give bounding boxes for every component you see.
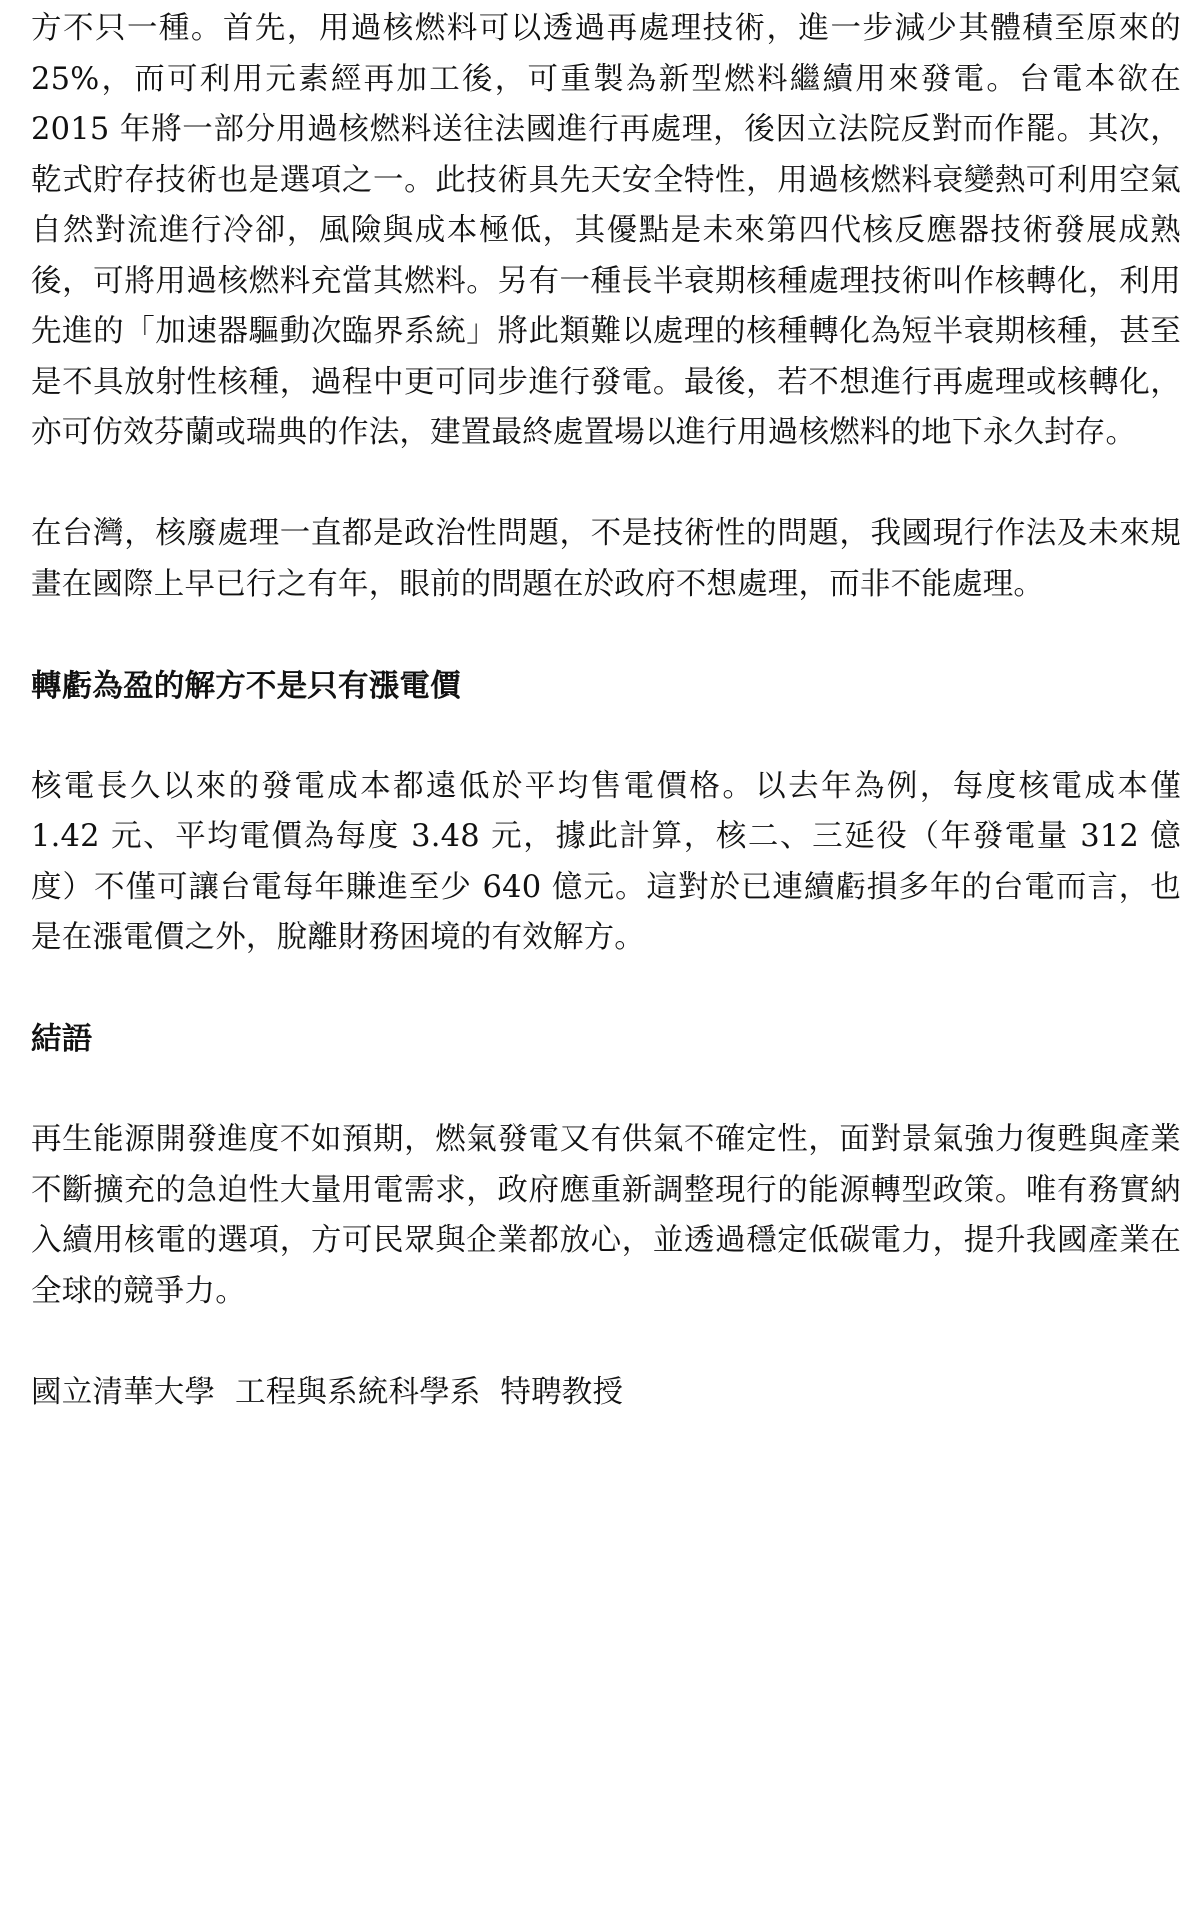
section-heading-cost: 轉虧為盈的解方不是只有漲電價 (31, 667, 461, 704)
paragraph-waste-options: 方不只一種。首先，用過核燃料可以透過再處理技術，進一步減少其體積至原來的 25%，而可利用元素經再加工後，可重製為新型燃料繼續用來發電。台電本欲在 2015 年將一部分用過核燃料送往法國進行再處理，後因立法院反對而作罷。其次，乾式貯存技術也是選項之一。此技術具先天安全特性，用過核燃料衰變熱可利用空氣自然對流進行冷卻，風險與成本極低，其優點是未來第四代核反應器技術發展成熟後，可將用過核燃料充當其燃料。另有一種長半衰期核種處理技術叫作核轉化，利用先進的「加速器驅動次臨界系統」將此類難以處理的核種轉化為短半衰期核種，甚至是不具放射性核種，過程中更可同步進行發電。最後，若不想進行再處理或核轉化，亦可仿效芬蘭或瑞典的作法，建置最終處置場以進行用過核燃料的地下永久封存。 (31, 11, 1181, 450)
paragraph-cost: 核電長久以來的發電成本都遠低於平均售電價格。以去年為例，每度核電成本僅 1.42 元、平均電價為每度 3.48 元，據此計算，核二、三延役（年發電量 312 億度）不僅可讓台電每年賺進至少 640 億元。這對於已連續虧損多年的台電而言，也是在漲電價之外，脫離財務困境的有效解方。 (31, 768, 1181, 955)
paragraph-waste-politics: 在台灣，核廢處理一直都是政治性問題，不是技術性的問題，我國現行作法及未來規畫在國際上早已行之有年，眼前的問題在於政府不想處理，而非不能處理。 (31, 516, 1181, 602)
document-page (31, 4, 1181, 1418)
author-affiliation: 國立清華大學 工程與系統科學系 特聘教授 (31, 1374, 624, 1410)
section-heading-conclusion: 結語 (31, 1021, 93, 1057)
paragraph-conclusion: 再生能源開發進度不如預期，燃氣發電又有供氣不確定性，面對景氣強力復甦與產業不斷擴充的急迫性大量用電需求，政府應重新調整現行的能源轉型政策。唯有務實納入續用核電的選項，方可民眾與企業都放心，並透過穩定低碳電力，提升我國產業在全球的競爭力。 (31, 1122, 1181, 1309)
